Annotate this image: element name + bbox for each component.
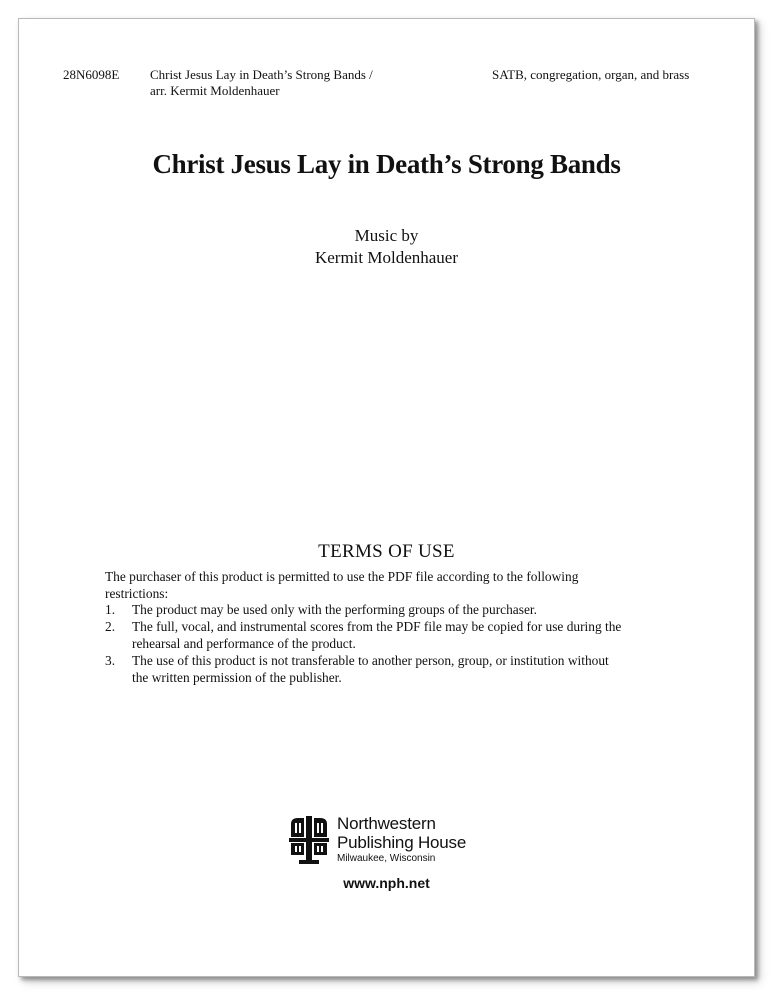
terms-item	[105, 652, 685, 686]
page-title: Christ Jesus Lay in Death’s Strong Bands	[152, 149, 621, 179]
publisher-name-line1: Northwestern	[337, 814, 436, 833]
terms-heading: TERMS OF USE	[318, 541, 455, 562]
publisher-url-link[interactable]: www.nph.net	[343, 875, 430, 891]
terms-intro-line2: restrictions:	[105, 586, 169, 601]
nph-cross-logo-icon	[289, 816, 329, 866]
terms-item-number: 3.	[105, 653, 116, 668]
publisher-location: Milwaukee, Wisconsin	[337, 853, 436, 864]
terms-item	[105, 618, 685, 652]
terms-item-line2: rehearsal and performance of the product.	[132, 636, 356, 651]
terms-item-line1: The use of this product is not transferable to another person, group, or institution without	[132, 653, 609, 668]
voicing: SATB, congregation, organ, and brass	[492, 67, 690, 82]
credit-line2: Kermit Moldenhauer	[314, 248, 459, 267]
terms-item	[105, 601, 685, 618]
composer-credit	[19, 225, 754, 269]
terms-item-line2: the written permission of the publisher.	[132, 670, 342, 685]
terms-item-line1: The full, vocal, and instrumental scores from the PDF file may be copied for use during the	[132, 619, 622, 634]
catalog-number: 28N6098E	[63, 67, 120, 82]
terms-item-number: 1.	[105, 602, 116, 617]
credit-line1: Music by	[354, 226, 419, 245]
terms-list	[105, 601, 685, 686]
document-page	[18, 18, 755, 977]
publisher-name-line2: Publishing House	[337, 833, 467, 852]
terms-intro	[105, 568, 665, 602]
terms-item-number: 2.	[105, 619, 116, 634]
publisher-name	[337, 814, 466, 852]
header-title	[150, 67, 420, 99]
publisher-block	[289, 814, 529, 874]
header-title-line1: Christ Jesus Lay in Death’s Strong Bands /	[150, 67, 373, 82]
terms-item-line1: The product may be used only with the performing groups of the purchaser.	[132, 602, 537, 617]
header-title-line2: arr. Kermit Moldenhauer	[150, 83, 280, 98]
terms-intro-line1: The purchaser of this product is permitted to use the PDF file according to the following	[105, 569, 579, 584]
